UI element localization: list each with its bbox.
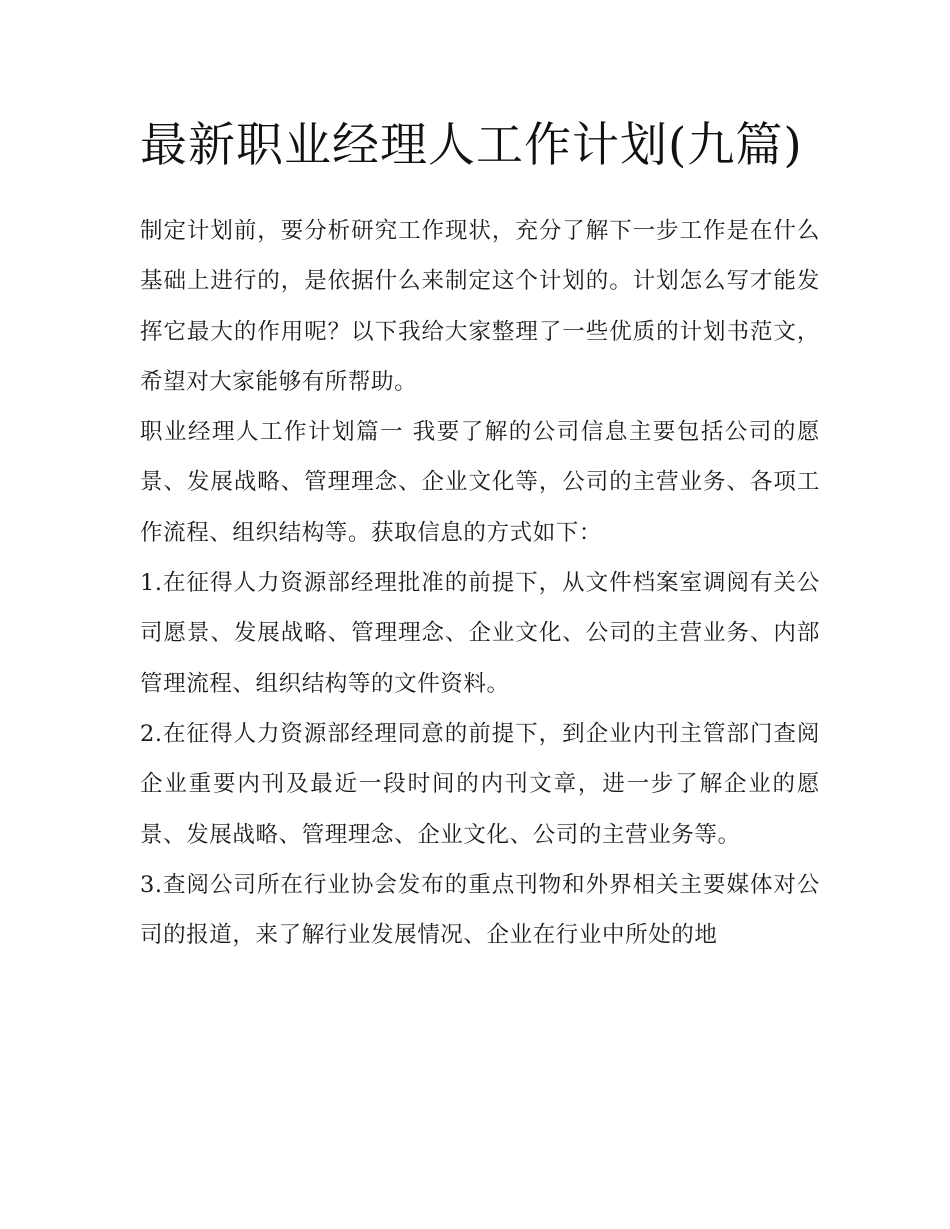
document-body	[140, 206, 820, 960]
paragraph-item-3: 3.查阅公司所在行业协会发布的重点刊物和外界相关主要媒体对公司的报道，来了解行业发展情况、企业在行业中所处的地	[140, 871, 820, 949]
document-title: 最新职业经理人工作计划(九篇)	[140, 118, 803, 173]
paragraph-section-one: 职业经理人工作计划篇一 我要了解的公司信息主要包括公司的愿景、发展战略、管理理念、企业文化等，公司的主营业务、各项工作流程、组织结构等。获取信息的方式如下：	[140, 419, 820, 546]
paragraph-item-1: 1.在征得人力资源部经理批准的前提下，从文件档案室调阅有关公司愿景、发展战略、管理理念、企业文化、公司的主营业务、内部管理流程、组织结构等的文件资料。	[140, 570, 820, 697]
paragraph-intro: 制定计划前，要分析研究工作现状，充分了解下一步工作是在什么基础上进行的，是依据什么来制定这个计划的。计划怎么写才能发挥它最大的作用呢？以下我给大家整理了一些优质的计划书范文，希望对大家能够有所帮助。	[140, 218, 820, 395]
document-page	[140, 112, 820, 960]
paragraph-item-2: 2.在征得人力资源部经理同意的前提下，到企业内刊主管部门查阅企业重要内刊及最近一段时间的内刊文章，进一步了解企业的愿景、发展战略、管理理念、企业文化、公司的主营业务等。	[140, 720, 820, 848]
